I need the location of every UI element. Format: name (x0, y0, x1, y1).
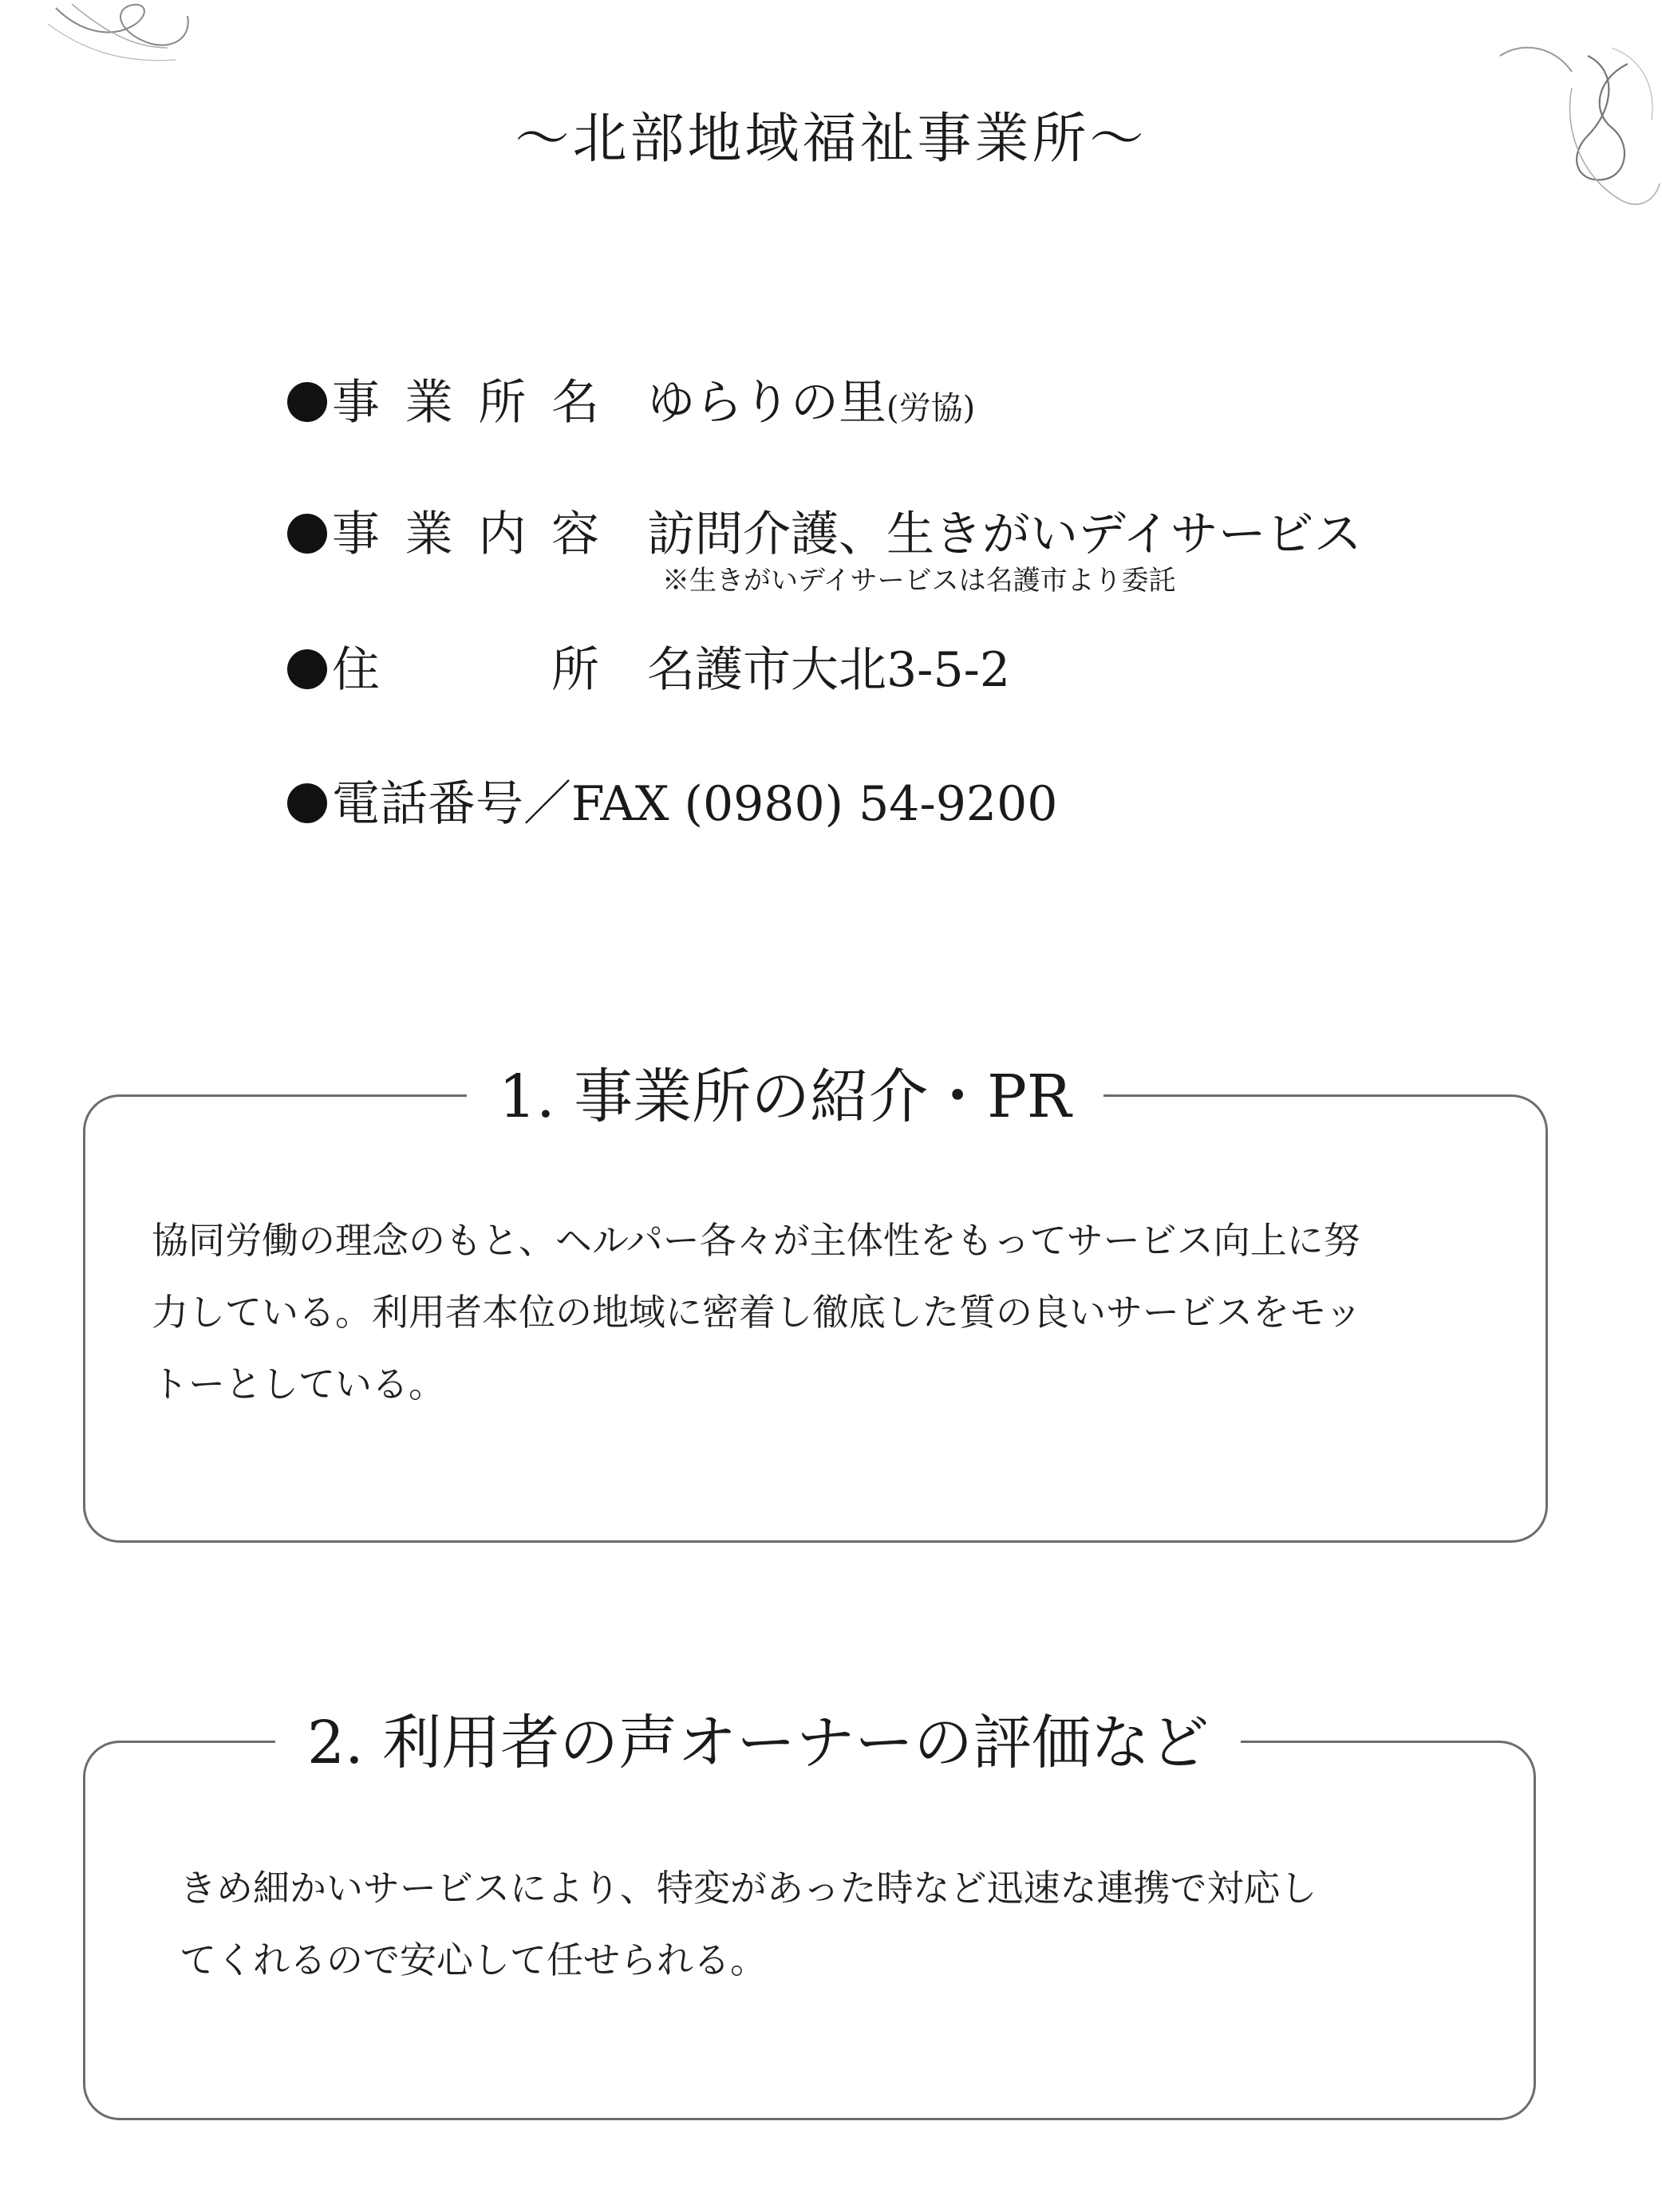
section-voice-text (180, 1852, 1488, 1996)
office-name-label: 事業所名 (332, 375, 599, 431)
phone-row (287, 772, 1057, 836)
phone-fax-text: 電話番号／FAX (0980) 54-9200 (332, 776, 1058, 832)
text-line: トーとしている。 (152, 1362, 445, 1406)
office-name-affiliation: (労協) (886, 390, 976, 427)
text-line: きめ細かいサービスにより、特変があった時など迅速な連携で対応し (180, 1867, 1317, 1910)
text-line: 力している。利用者本位の地域に密着し徹底した質の良いサービスをモッ (152, 1291, 1362, 1334)
services-note: ※生きがいデイサービスは名護市より委託 (662, 565, 1176, 597)
text-line: てくれるので安心して任せられる。 (180, 1938, 767, 1981)
office-name-row (287, 371, 975, 440)
office-name-text: ゆらりの里 (647, 375, 886, 431)
services-label: 事業内容 (332, 507, 599, 562)
text-line: 協同労働の理念のもと、ヘルパー各々が主体性をもってサービス向上に努 (152, 1219, 1360, 1262)
address-label: 住 所 (332, 642, 599, 698)
services-value: 訪問介護、生きがいデイサービス (647, 507, 1362, 562)
section-pr-text (152, 1205, 1492, 1420)
section-voice-heading: 2. 利用者の声オーナーの評価など (275, 1707, 1241, 1779)
bullet-icon (287, 382, 327, 422)
office-name-value (647, 371, 975, 440)
bullet-icon (287, 649, 327, 689)
address-row (287, 638, 1010, 702)
corner-flourish-icon (48, 0, 199, 72)
services-row (287, 503, 1362, 566)
bullet-icon (287, 783, 327, 823)
address-value: 名護市大北3-5-2 (647, 642, 1011, 698)
page-title: ～北部地域福祉事業所～ (515, 108, 1147, 171)
bullet-icon (287, 514, 327, 554)
section-pr-heading: 1. 事業所の紹介・PR (467, 1061, 1103, 1133)
